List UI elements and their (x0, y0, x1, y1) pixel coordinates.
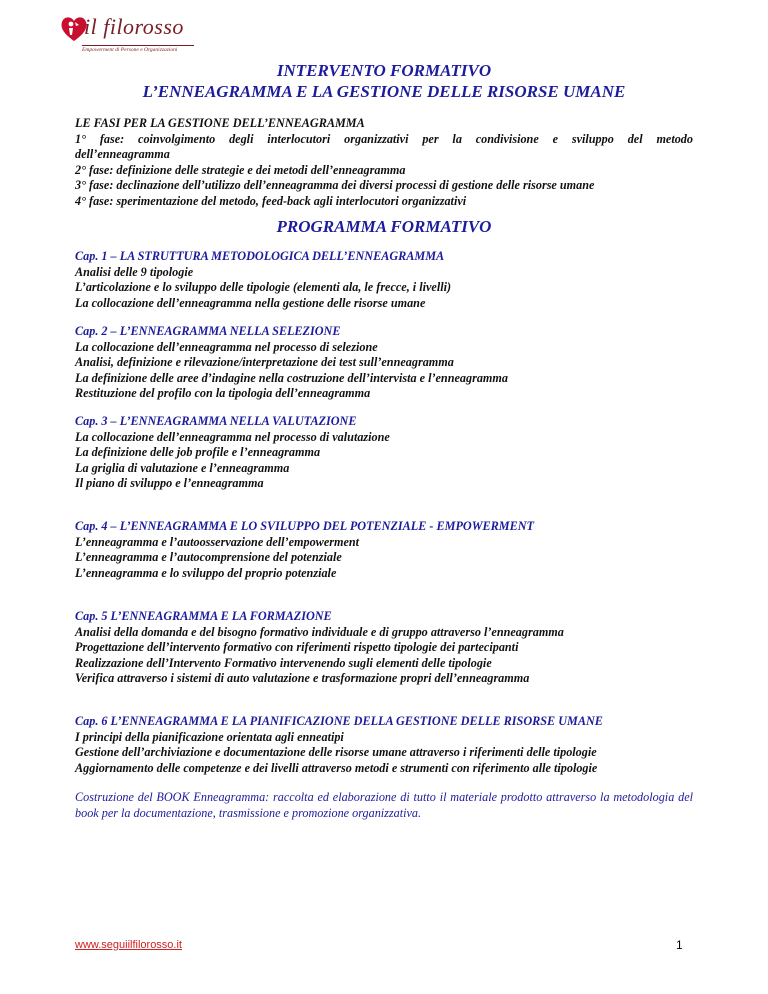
chapter-item: Analisi, definizione e rilevazione/interpretazione dei test sull’enneagramma (75, 355, 454, 370)
chapter-item: Il piano di sviluppo e l’enneagramma (75, 476, 264, 491)
chapter-heading: Cap. 6 L’ENNEAGRAMMA E LA PIANIFICAZIONE DELLA GESTIONE DELLE RISORSE UMANE (75, 714, 603, 728)
logo-wordmark: il filorosso (84, 14, 184, 39)
chapter-1 (75, 249, 693, 311)
logo-underline (82, 45, 194, 46)
fase-line: dell’enneagramma (75, 147, 170, 162)
chapter-heading: Cap. 1 – LA STRUTTURA METODOLOGICA DELL’ENNEAGRAMMA (75, 249, 445, 263)
chapter-item: L’enneagramma e l’autoosservazione dell’empowerment (75, 534, 360, 549)
chapter-heading: Cap. 5 L’ENNEAGRAMMA E LA FORMAZIONE (75, 609, 332, 623)
chapter-item: Restituzione del profilo con la tipologia dell’enneagramma (75, 386, 371, 401)
fase-line: 4° fase: sperimentazione del metodo, feed-back agli interlocutori organizzativi (75, 193, 467, 208)
footer-website-link[interactable]: www.seguiilfilorosso.it (75, 939, 182, 951)
fase-line: 3° fase: declinazione dell’utilizzo dell’enneagramma dei diversi processi di gestione delle risorse umane (75, 178, 595, 193)
chapter-heading: Cap. 3 – L’ENNEAGRAMMA NELLA VALUTAZIONE (75, 414, 357, 428)
chapter-item: La collocazione dell’enneagramma nel processo di valutazione (75, 429, 390, 444)
chapter-item: Analisi delle 9 tipologie (75, 264, 194, 279)
chapter-heading: Cap. 2 – L’ENNEAGRAMMA NELLA SELEZIONE (75, 324, 341, 338)
closing-text: Costruzione del BOOK Enneagramma: raccolta ed elaborazione di tutto il materiale prodotto attraverso la metodologia del book per la documentazione, trasmissione e promozione organizzativa. (75, 790, 693, 820)
chapter-item: La collocazione dell’enneagramma nel processo di selezione (75, 339, 378, 354)
fasi-section (75, 116, 693, 210)
document-title: INTERVENTO FORMATIVO (276, 61, 492, 80)
chapter-6 (75, 714, 693, 776)
fase-line: 1° fase: coinvolgimento degli interlocutori organizzativi per la condivisione e sviluppo del metodo (75, 131, 693, 146)
chapter-item: La definizione delle job profile e l’enneagramma (75, 445, 321, 460)
chapter-item: Gestione dell’archiviazione e documentazione delle risorse umane attraverso i riferimenti delle tipologie (75, 745, 597, 760)
chapter-item: Analisi della domanda e del bisogno formativo individuale e di gruppo attraverso l’enneagramma (75, 624, 564, 639)
chapter-item: Aggiornamento delle competenze e dei livelli attraverso metodi e strumenti con riferimento alle tipologie (75, 760, 598, 775)
closing-note (75, 789, 693, 821)
chapter-item: L’enneagramma e l’autocomprensione del potenziale (75, 550, 342, 565)
fase-line: 2° fase: definizione delle strategie e dei metodi dell’enneagramma (75, 162, 406, 177)
chapter-item: La definizione delle aree d’indagine nella costruzione dell’intervista e l’enneagramma (75, 370, 508, 385)
logo-tagline: Empowerment di Persone e Organizzazioni (82, 47, 178, 53)
chapter-item: L’articolazione e lo sviluppo delle tipologie (elementi ala, le frecce, i livelli) (75, 280, 452, 295)
chapter-item: Progettazione dell’intervento formativo con riferimenti rispetto tipologie dei partecipanti (75, 640, 519, 655)
document-subtitle: L’ENNEAGRAMMA E LA GESTIONE DELLE RISORSE UMANE (142, 82, 626, 101)
chapter-item: La griglia di valutazione e l’enneagramma (75, 460, 290, 475)
chapter-4 (75, 519, 693, 581)
chapter-item: Realizzazione dell’Intervento Formativo intervenendo sugli elementi delle tipologie (75, 655, 492, 670)
chapter-5 (75, 609, 693, 687)
fasi-heading: LE FASI PER LA GESTIONE DELL’ENNEAGRAMMA (75, 116, 365, 130)
programma-title: PROGRAMMA FORMATIVO (276, 217, 492, 236)
chapter-item: L’enneagramma e lo sviluppo del proprio potenziale (75, 565, 337, 580)
page-number: 1 (676, 938, 683, 952)
chapter-item: La collocazione dell’enneagramma nella gestione delle risorse umane (75, 295, 426, 310)
chapter-item: Verifica attraverso i sistemi di auto valutazione e trasformazione propri dell’enneagramma (75, 671, 530, 686)
chapter-3 (75, 414, 693, 492)
chapter-heading: Cap. 4 – L’ENNEAGRAMMA E LO SVILUPPO DEL POTENZIALE - EMPOWERMENT (75, 519, 534, 533)
chapter-2 (75, 324, 693, 402)
company-logo (60, 14, 210, 58)
chapter-item: I principi della pianificazione orientata agli enneatipi (75, 729, 344, 744)
